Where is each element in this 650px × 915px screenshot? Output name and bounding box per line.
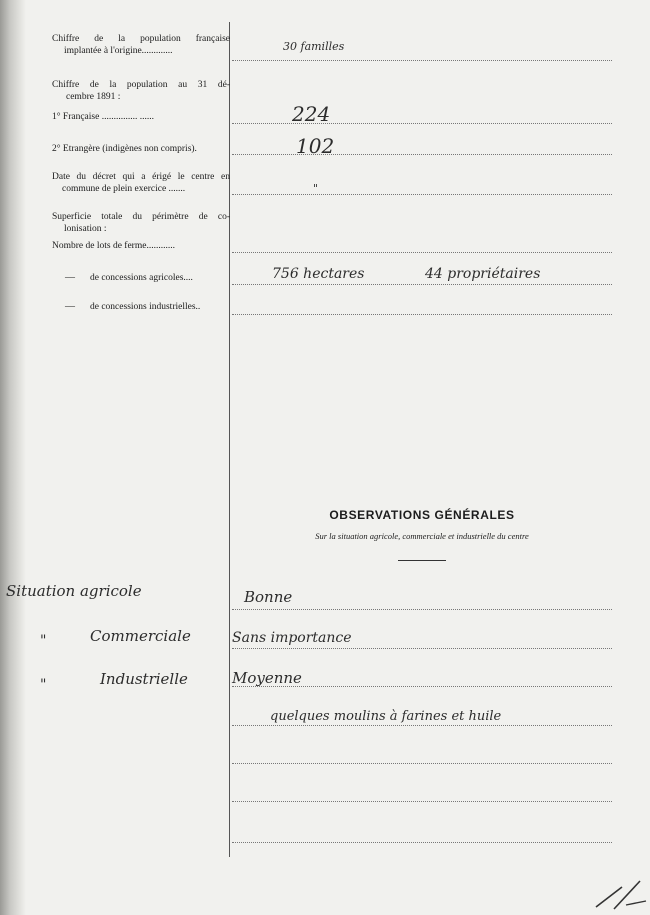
title-underline [398, 560, 446, 561]
dotted-line [232, 725, 612, 726]
label-population-1891-cont: cembre 1891 : [66, 92, 121, 102]
dotted-line [232, 154, 612, 155]
dotted-line [232, 194, 612, 195]
value-date-decret: " [313, 182, 319, 195]
entry-moulins: quelques moulins à farines et huile [270, 709, 502, 724]
margin-note-commerciale: Commerciale [90, 627, 191, 645]
label-date-decret: Date du décret qui a érigé le centre en [52, 172, 230, 182]
label-population-origine: Chiffre de la population française [52, 34, 230, 44]
corner-pencil-mark [592, 875, 648, 911]
label-etrangere: 2° Etrangère (indigènes non compris). [52, 144, 197, 154]
dash-mark: — [65, 301, 75, 312]
entry-industrielle: Moyenne [232, 669, 302, 687]
label-superficie: Superficie totale du périmètre de co- [52, 212, 230, 222]
dotted-line [232, 284, 612, 285]
label-concessions-industrielles: de concessions industrielles.. [90, 302, 201, 312]
entry-commerciale: Sans importance [232, 630, 352, 646]
dotted-line [232, 763, 612, 764]
dotted-line [232, 314, 612, 315]
dotted-line [232, 252, 612, 253]
label-superficie-cont: lonisation : [64, 224, 107, 234]
label-date-decret-cont: commune de plein exercice ....... [62, 184, 186, 194]
margin-note-industrielle: Industrielle [100, 670, 188, 688]
dotted-line [232, 648, 612, 649]
value-hectares: 756 hectares [272, 266, 365, 282]
label-population-1891: Chiffre de la population au 31 dé- [52, 80, 230, 90]
entry-agricole: Bonne [244, 588, 293, 606]
label-population-origine-cont: implantée à l'origine............. [64, 46, 173, 56]
dotted-line [232, 842, 612, 843]
margin-note-agricole: Situation agricole [6, 582, 142, 600]
dotted-line [232, 60, 612, 61]
dotted-line [232, 609, 612, 610]
dotted-line [232, 801, 612, 802]
margin-note-ditto: " [40, 633, 47, 649]
margin-note-ditto: " [40, 677, 47, 693]
label-francaise: 1° Française ............... ...... [52, 112, 154, 122]
scanned-page-edge [0, 0, 26, 915]
dash-mark: — [65, 272, 75, 283]
value-etrangere: 102 [296, 134, 335, 158]
value-francaise: 224 [292, 102, 331, 126]
value-population-origine: 30 familles [283, 40, 345, 53]
observations-subtitle: Sur la situation agricole, commerciale et industrielle du centre [315, 531, 529, 541]
observations-title: OBSERVATIONS GÉNÉRALES [329, 508, 515, 522]
value-proprietaires: 44 propriétaires [425, 266, 541, 282]
dotted-line [232, 123, 612, 124]
dotted-line [232, 686, 612, 687]
label-lots-ferme: Nombre de lots de ferme............ [52, 241, 175, 251]
label-concessions-agricoles: de concessions agricoles.... [90, 273, 193, 283]
